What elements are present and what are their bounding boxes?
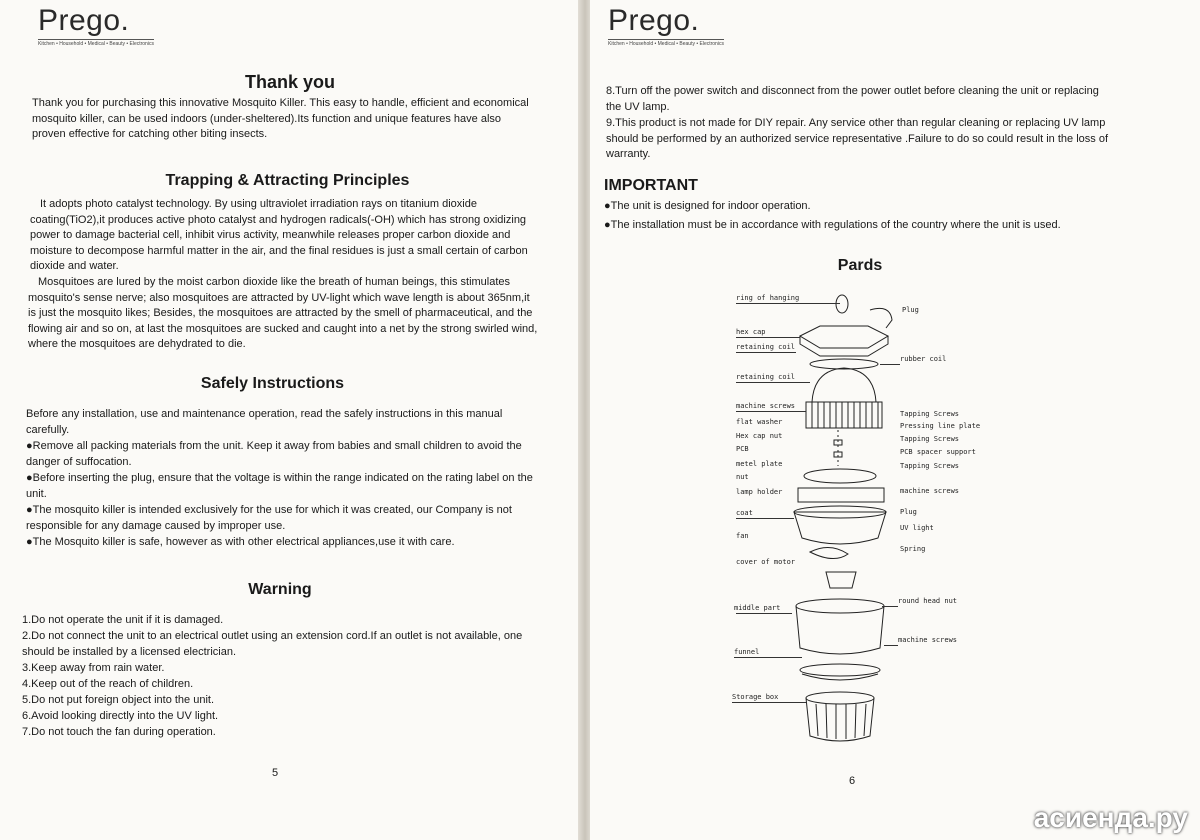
- leader-line: [736, 613, 792, 614]
- part-label: machine screws: [736, 402, 796, 410]
- part-label: Hex cap nut: [736, 432, 783, 440]
- part-label: retaining coil: [736, 343, 796, 351]
- part-label: middle part: [734, 604, 781, 612]
- part-label: flat washer: [736, 418, 783, 426]
- leader-line: [732, 702, 806, 703]
- part-label: metel plate: [736, 460, 783, 468]
- thank-you-text: Thank you for purchasing this innovative Mosquito Killer. This easy to handle, efficient and economical mosquito killer, can be used indoors (under-sheltered).Its function and unique features have also proven effective for catching other biting insects.: [32, 97, 529, 140]
- site-watermark: асиенда.ру: [1033, 802, 1188, 833]
- part-label: Pressing line plate: [900, 422, 981, 430]
- part-label: Plug: [900, 508, 917, 516]
- warning-title: Warning: [248, 581, 312, 598]
- grill-part: [806, 402, 882, 428]
- coat-part: [794, 512, 886, 544]
- page-number: 6: [849, 775, 856, 787]
- left-page: [0, 0, 580, 840]
- part-label: fan: [736, 532, 749, 540]
- leader-line: [734, 657, 802, 658]
- part-label: Spring: [900, 545, 926, 553]
- safely-title: Safely Instructions: [200, 375, 345, 392]
- dome-part: [812, 368, 876, 402]
- safely-bullet: ●Remove all packing materials from the unit. Keep it away from babies and small children to avoid the danger of suffocation.: [26, 440, 522, 468]
- leader-line: [884, 645, 898, 646]
- safely-bullet: ●The Mosquito killer is safe, however as with other electrical appliances,use it with care.: [26, 536, 455, 548]
- lamp-holder-part: [798, 488, 884, 502]
- warning-item: 3.Keep away from rain water.: [22, 662, 165, 674]
- part-label: round head nut: [898, 597, 958, 605]
- part-label: nut: [736, 473, 749, 481]
- important-title: IMPORTANT: [604, 177, 698, 194]
- warning-item: 1.Do not operate the unit if it is damaged.: [22, 614, 224, 626]
- safely-bullet: ●The mosquito killer is intended exclusively for the use for which it was created, our Company is not responsible for any damage caused by improper use.: [26, 504, 512, 532]
- part-label: cover of motor: [736, 558, 796, 566]
- prego-logo: Prego. Kitchen • Household • Medical • Beauty • Electronics: [38, 4, 154, 47]
- part-label: Plug: [902, 306, 919, 314]
- part-label: machine screws: [900, 487, 960, 495]
- part-label: machine screws: [898, 636, 958, 644]
- part-label: Tapping Screws: [900, 462, 960, 470]
- part-label: Storage box: [732, 693, 779, 701]
- important-bullet: ●The unit is designed for indoor operation.: [604, 200, 811, 212]
- leader-line: [882, 606, 898, 607]
- part-label: funnel: [734, 648, 760, 656]
- instruction-9: 9.This product is not made for DIY repair. Any service other than regular cleaning or replacing UV lamp should be performed by an authorized service representative .Failure to do so could result in the loss of warranty.: [606, 117, 1108, 160]
- warning-item: 6.Avoid looking directly into the UV light.: [22, 710, 219, 722]
- plug-part: [870, 308, 892, 328]
- leader-line: [736, 337, 800, 338]
- part-label: PCB spacer support: [900, 448, 976, 456]
- part-label: UV light: [900, 524, 934, 532]
- warning-item: 4.Keep out of the reach of children.: [22, 678, 194, 690]
- fan-part: [810, 547, 848, 558]
- warning-list: [22, 612, 527, 740]
- safely-intro: Before any installation, use and maintenance operation, read the safely instructions in this manual carefully.: [26, 408, 503, 436]
- leader-line: [736, 303, 840, 304]
- instruction-8: 8.Turn off the power switch and disconnect from the power outlet before cleaning the unit or replacing the UV lamp.: [606, 85, 1099, 113]
- important-bullet: ●The installation must be in accordance with regulations of the country where the unit is used.: [604, 219, 1061, 231]
- trapping-title: Trapping & Attracting Principles: [165, 172, 410, 189]
- warning-item: 2.Do not connect the unit to an electrical outlet using an extension cord.If an outlet is not available, one should be installed by a licensed electrician.: [22, 630, 523, 658]
- leader-line: [736, 352, 796, 353]
- part-label: ring of hanging: [736, 294, 800, 302]
- trapping-paragraph-2: Mosquitoes are lured by the moist carbon dioxide like the breath of human beings, this stimulates mosquito's sense nerve; also mosquitoes are attracted by UV-light which wave length is about 365nm,it is just the mosquito likes; Besides, the mosquitoes are attracted by the smell of pharmaceutical, and the flowing air and so on, at last the mosquitoes are sucked and caught into a net by the strong swirled wind, where the mosquitoes are dehydrated to die.: [28, 276, 538, 350]
- page-number: 5: [272, 767, 279, 779]
- leader-line: [736, 518, 794, 519]
- thank-you-title: Thank you: [244, 72, 335, 92]
- warning-item: 5.Do not put foreign object into the unit.: [22, 694, 215, 706]
- part-label: retaining coil: [736, 373, 796, 381]
- funnel-part: [800, 664, 880, 676]
- leader-line: [736, 382, 810, 383]
- part-label: Tapping Screws: [900, 435, 960, 443]
- part-label: coat: [736, 509, 753, 517]
- part-label: rubber coil: [900, 355, 947, 363]
- prego-logo: Prego. Kitchen • Household • Medical • Beauty • Electronics: [608, 4, 724, 47]
- part-label: Tapping Screws: [900, 410, 960, 418]
- hex-cap-part: [800, 326, 888, 348]
- leader-line: [880, 364, 900, 365]
- warning-item: 7.Do not touch the fan during operation.: [22, 726, 216, 738]
- part-label: hex cap: [736, 328, 766, 336]
- part-label: PCB: [736, 445, 749, 453]
- right-page: [590, 0, 1200, 840]
- safely-bullet: ●Before inserting the plug, ensure that the voltage is within the range indicated on the rating label on the unit.: [26, 472, 533, 500]
- motor-cover-part: [826, 572, 856, 588]
- hanging-ring-part: [836, 295, 848, 313]
- part-label: lamp holder: [736, 488, 783, 496]
- trapping-paragraph-1: It adopts photo catalyst technology. By using ultraviolet irradiation rays on titanium dioxide coating(TiO2),it produces active photo catalyst and hydrogen radicals(-OH) which has strong oxidizing power to damage bacterial cell, inhibit virus activity, meanwhile releases proper carbon dioxide and moisture to decompose harmful matter in the air, and the final residues is just a small certain of carbon dioxide and water.: [30, 198, 528, 272]
- metal-plate-part: [804, 469, 876, 483]
- parts-title: Pards: [837, 257, 883, 274]
- leader-line: [736, 411, 806, 412]
